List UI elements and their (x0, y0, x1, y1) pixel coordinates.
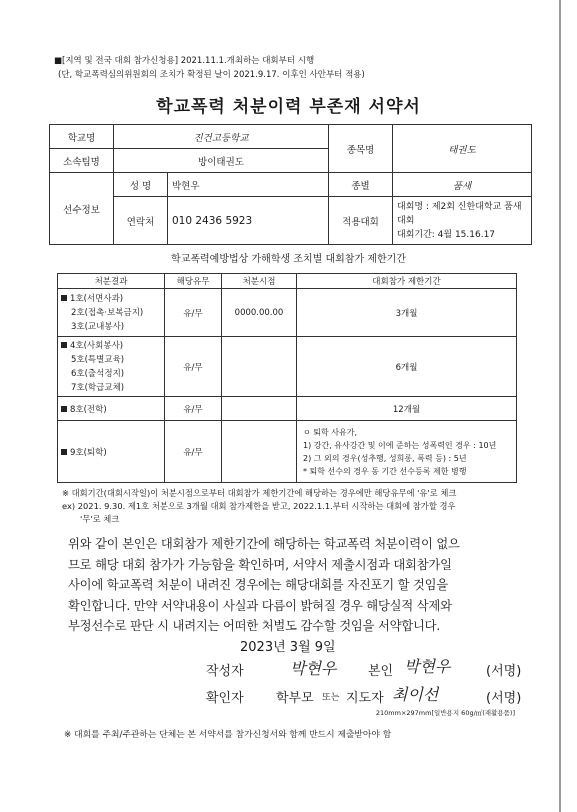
table-row (58, 289, 517, 337)
contact-value: 010 2436 5923 (168, 197, 329, 245)
penalty-item: 8호(전학) (70, 404, 107, 415)
author-label: 작성자 (206, 664, 244, 679)
bullet-icon (61, 342, 67, 348)
coach-signature: 최이선 (392, 685, 439, 704)
penalty-table (57, 273, 517, 483)
note-line-3: '무'로 체크 (80, 514, 120, 524)
table-row (58, 337, 517, 397)
table-row (58, 397, 517, 421)
page-edge (559, 0, 561, 812)
pledge-line: 확인합니다. 만약 서약내용이 사실과 다름이 밝혀질 경우 해당실적 삭제와 (68, 598, 452, 613)
team-label: 소속팀명 (50, 149, 114, 173)
applied-event-cell (393, 197, 532, 245)
restriction-subtitle: 학교폭력예방법상 가해학생 조치별 대회참가 제한기간 (171, 254, 406, 265)
penalty-item: 6호(출석정지) (71, 368, 125, 379)
expulsion-limit-cell (297, 421, 517, 483)
limit-line: ㅇ 퇴학 사유가, (303, 427, 357, 437)
date-month: 3월 (289, 640, 311, 655)
penalty-item: 1호(서면사과) (70, 293, 124, 304)
name-label: 성 명 (114, 173, 168, 197)
penalty-date (222, 337, 297, 397)
self-seal: (서명) (486, 664, 522, 679)
col-limit: 대회참가 제한기간 (297, 274, 517, 289)
bullet-icon (61, 295, 67, 301)
bullet-icon (61, 406, 67, 412)
limit-line: 2) 그 외의 경우(성추행, 성희롱, 폭력 등) : 5년 (303, 453, 467, 463)
applicable-value: 유/무 (183, 404, 203, 415)
class-label: 종별 (329, 173, 393, 197)
applicable-checkbox[interactable] (165, 289, 222, 337)
applied-label: 적용대회 (329, 197, 393, 245)
pledge-line: 므로 해당 대회 참가가 가능함을 확인하며, 서약서 제출시점과 대회참가일 (68, 557, 452, 572)
school-label: 학교명 (50, 125, 114, 149)
date-day: 9일 (314, 640, 336, 655)
applied-line-1: 대회명 : 제2회 신한대학교 품새 (397, 201, 522, 212)
limit-period: 12개월 (297, 397, 517, 421)
applicable-value: 유/무 (183, 308, 203, 319)
limit-line: * 퇴학 선수의 경우 동 기간 선수등록 제한 병행 (303, 466, 467, 476)
header-line-1: ■[지역 및 전국 대회 참가신청용] 2021.11.1.개최하는 대회부터 시행 (54, 56, 315, 66)
table-row (58, 421, 517, 483)
penalty-date (222, 421, 297, 483)
contact-label: 연락처 (114, 197, 168, 245)
penalty-item: 7호(학급교체) (71, 382, 125, 393)
event-value: 태권도 (393, 125, 532, 173)
penalty-item: 9호(퇴학) (70, 447, 107, 458)
pledge-line: 위와 같이 본인은 대회참가 제한기간에 해당하는 학교폭력 처분이력이 없으 (68, 537, 460, 551)
bullet-icon (61, 449, 67, 455)
document-title: 학교폭력 처분이력 부존재 서약서 (156, 97, 421, 117)
penalty-item: 5호(특별교육) (71, 354, 125, 365)
name-value: 박현우 (168, 173, 329, 197)
pledge-line: 부정선수로 판단 시 내려지는 어떠한 처벌도 감수할 것임을 서약합니다. (68, 619, 441, 633)
col-result: 처분결과 (58, 274, 165, 289)
applicable-value: 유/무 (183, 362, 203, 373)
signing-date (240, 636, 336, 655)
school-value: 진건고등학교 (114, 125, 329, 149)
parent-label: 학부모 (276, 691, 314, 706)
self-label: 본인 (368, 664, 394, 679)
confirm-label: 확인자 (206, 691, 244, 706)
penalty-item: 4호(사회봉사) (70, 340, 124, 351)
date-year: 2023년 (240, 640, 286, 655)
applicable-value: 유/무 (183, 447, 203, 458)
class-value: 품새 (393, 173, 532, 197)
note-line-2: ex) 2021. 9.30. 제1호 처분으로 3개월 대회 참가제한을 받고, 2022.1.1.부터 시작하는 대회에 참가할 경우 (62, 501, 456, 511)
applied-line-3: 대회기간: 4월 15.16.17 (397, 229, 496, 240)
coach-label: 지도자 (346, 691, 384, 706)
penalty-item: 2호(접촉·보복금지) (71, 307, 144, 318)
penalty-date (222, 397, 297, 421)
author-name: 박현우 (290, 659, 337, 678)
pledge-line: 사이에 학교폭력 처분이 내려진 경우에는 해당대회를 자진포기 할 것임을 (68, 578, 449, 592)
athlete-label: 선수정보 (50, 173, 114, 245)
pledge-paragraph (68, 534, 530, 637)
limit-period: 6개월 (297, 337, 517, 397)
athlete-info-table (49, 124, 532, 245)
self-signature: 박현우 (404, 657, 451, 676)
footer-note: ※ 대회를 주최/주관하는 단체는 본 서약서를 참가신청서와 함께 반드시 제출받아야 함 (64, 730, 392, 740)
applicable-checkbox[interactable] (165, 397, 222, 421)
applicable-checkbox[interactable] (165, 421, 222, 483)
coach-seal: (서명) (486, 691, 522, 706)
applied-line-2: 대회 (397, 215, 415, 226)
penalty-item: 3호(교내봉사) (71, 321, 125, 332)
or-label: 또는 (322, 693, 340, 703)
limit-period: 3개월 (297, 289, 517, 337)
team-value: 방이태권도 (114, 149, 329, 173)
limit-line: 1) 강간, 유사강간 및 이에 준하는 성폭력인 경우 : 10년 (303, 440, 497, 450)
header-line-2: (단, 학교폭력심의위원회의 조치가 확정된 날이 2021.9.17. 이후인 사안부터 적용) (58, 70, 365, 80)
applicable-checkbox[interactable] (165, 337, 222, 397)
event-label: 종목명 (329, 125, 393, 173)
note-line-1: ※ 대회기간(대회시작일)이 처분시점으로부터 대회참가 제한기간에 해당하는 경우에만 해당유무에 '유'로 체크 (62, 488, 457, 498)
col-date: 처분시점 (222, 274, 297, 289)
penalty-date: 0000.00.00 (222, 289, 297, 337)
paper-size-note: 210mm×297mm[일반용지 60g/㎡(재활용품)] (375, 709, 515, 717)
checkbox-note (62, 487, 532, 526)
col-applicable: 해당유무 (165, 274, 222, 289)
